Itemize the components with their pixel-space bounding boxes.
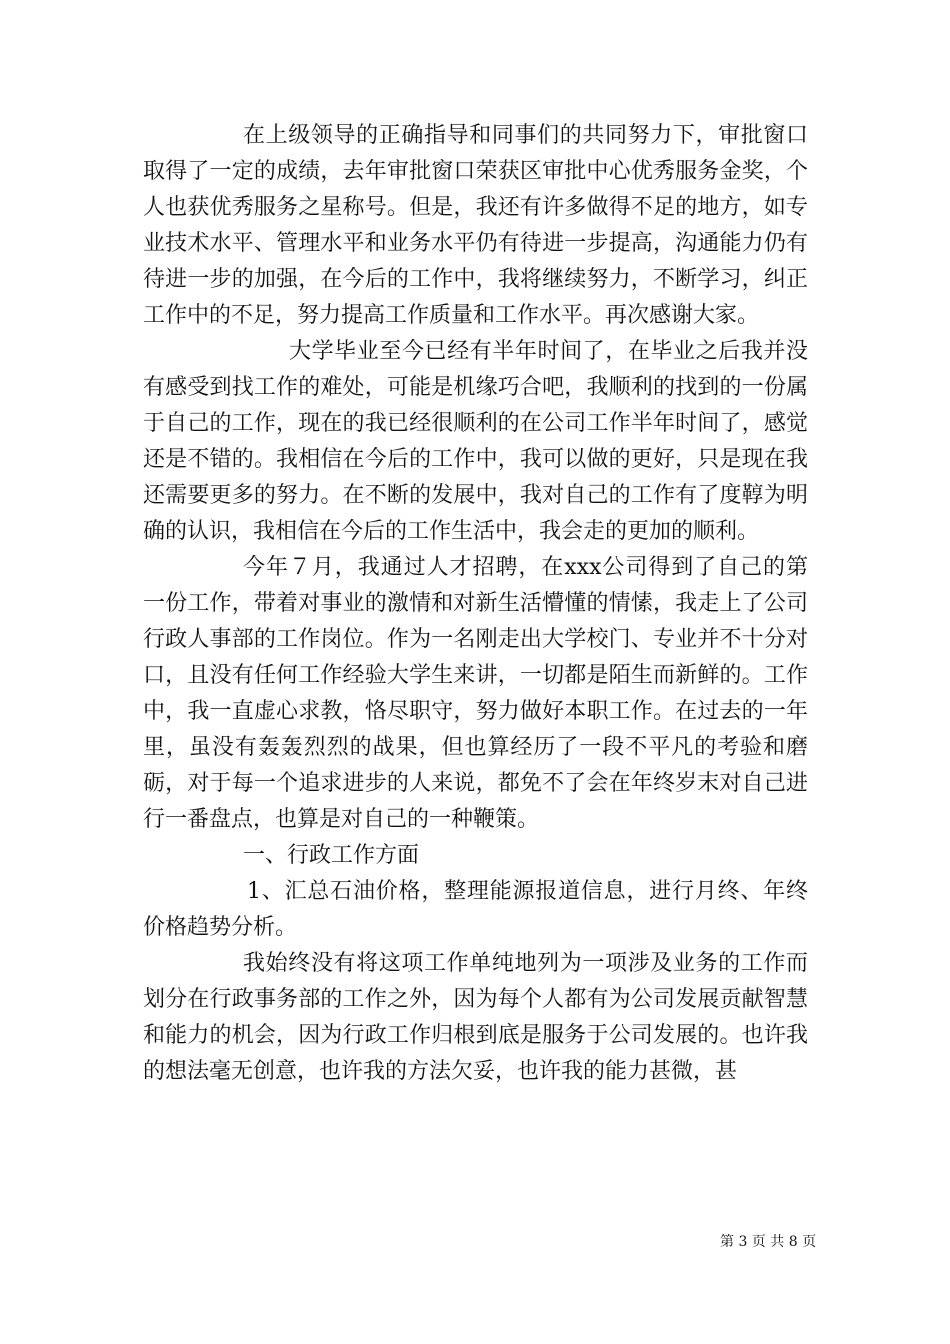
list-item-oil-price: 1、汇总石油价格，整理能源报道信息，进行月终、年终价格趋势分析。 — [143, 879, 808, 940]
section-heading-admin-work: 一、行政工作方面 — [243, 843, 420, 868]
page-footer-number: 第 3 页 共 8 页 — [720, 1234, 817, 1250]
paragraph-approval-window: 在上级领导的正确指导和同事们的共同努力下，审批窗口取得了一定的成绩，去年审批窗口荣获区审批中心优秀服务金奖，个人也获优秀服务之星称号。但是，我还有许多做得不足的地方，如专业技术水平、管理水平和业务水平仍有待进一步提高，沟通能力仍有待进一步的加强，在今后的工作中，我将继续努力，不断学习，纠正工作中的不足，努力提高工作质量和工作水平。再次感谢大家。 — [143, 123, 808, 328]
paragraph-first-job: 今年７月，我通过人才招聘，在xxx公司得到了自己的第一份工作，带着对事业的激情和对新生活懵懂的情愫，我走上了公司行政人事部的工作岗位。作为一名刚走出大学校门、专业并不十分对口，且没有任何工作经验大学生来讲，一切都是陌生而新鲜的。工作中，我一直虚心求教，恪尽职守，努力做好本职工作。在过去的一年里，虽没有轰轰烈烈的战果，但也算经历了一段不平凡的考验和磨砺，对于每一个追求进步的人来说，都免不了会在年终岁末对自己进行一番盘点，也算是对自己的一种鞭策。 — [143, 555, 808, 832]
document-body — [143, 118, 808, 1090]
paragraph-graduation: 大学毕业至今已经有半年时间了，在毕业之后我并没有感受到找工作的难处，可能是机缘巧合吧，我顺利的找到的一份属于自己的工作，现在的我已经很顺利的在公司工作半年时间了，感觉还是不错的。我相信在今后的工作中，我可以做的更好，只是现在我还需要更多的努力。在不断的发展中，我对自己的工作有了度鞟为明确的认识，我相信在今后的工作生活中，我会走的更加的顺利。 — [143, 339, 808, 544]
paragraph-admin-service: 我始终没有将这项工作单纯地列为一项涉及业务的工作而划分在行政事务部的工作之外，因为每个人都有为公司发展贡献智慧和能力的机会，因为行政工作归根到底是服务于公司发展的。也许我的想法毫无创意，也许我的方法欠妥，也许我的能力甚微，甚 — [143, 951, 808, 1084]
